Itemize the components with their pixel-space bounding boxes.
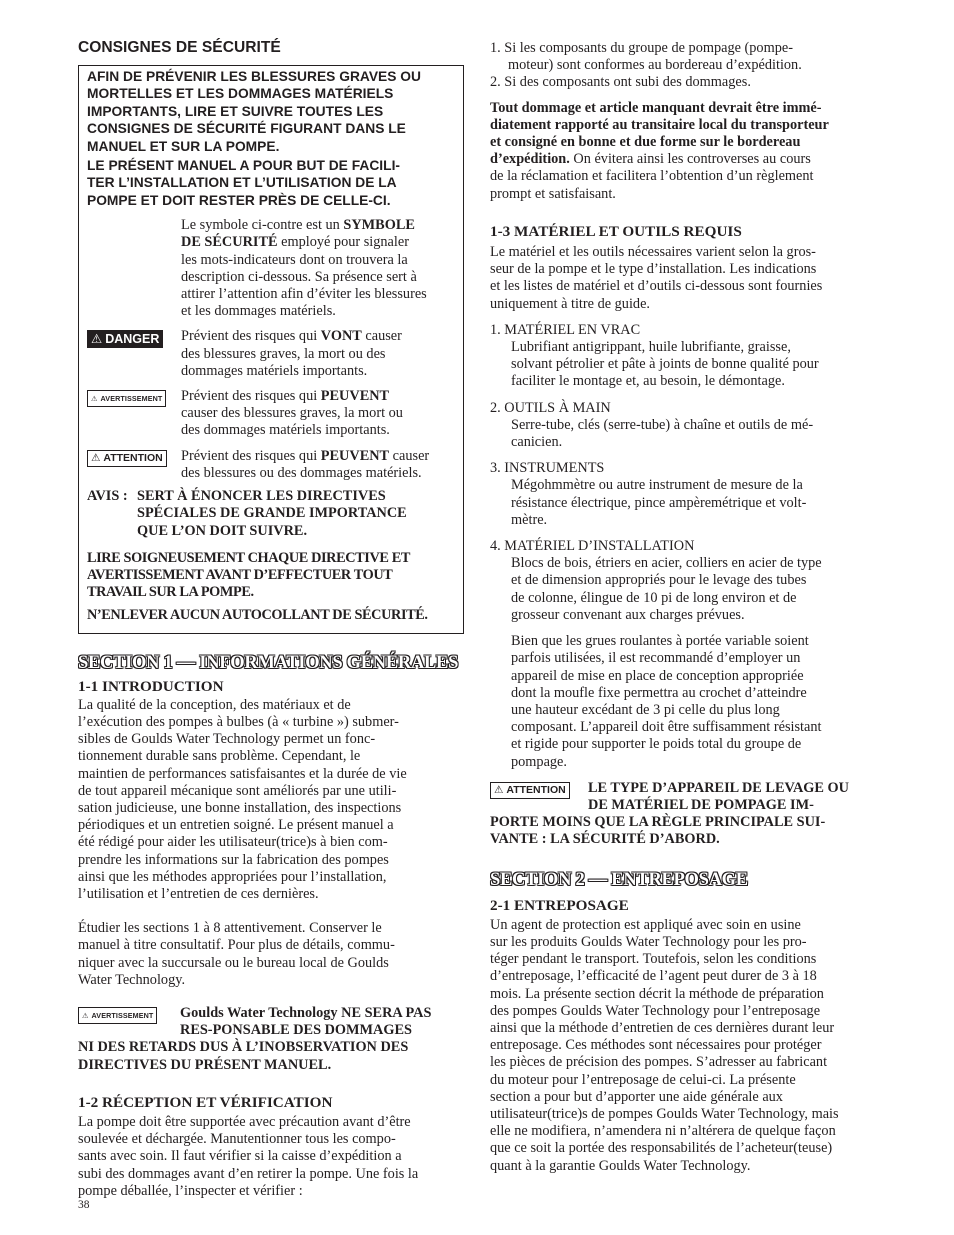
safety-warning-2: LE PRÉSENT MANUEL A POUR BUT DE FACILI- TER L’INSTALLATION ET L’UTILISATION DE LA POMPE ET DOIT RESTER PRÈS DE CELLE-CI. [87,158,400,208]
introduction-heading: 1-1 INTRODUCTION [78,677,224,695]
avertissement-row: ⚠ AVERTISSEMENT Prévient des risques qui PEUVENT causer des blessures graves, la mort ou des dommages matériels importants. [87,388,455,440]
reception-heading: 1-2 RÉCEPTION ET VÉRIFICATION [78,1093,333,1111]
introduction-paragraph: La qualité de la conception, des matériaux et de l’exécution des pompes à bulbes (à « turbine ») submer- sibles de Goulds Water Technology permet un fonc- tionnement durable sans problème. Cependant, le maintien de performances satisfaisantes et la durée de vie de tout appareil mécanique sont améliorés par une utili- sation judicieuse, une bonne installation, des inspections périodiques et un entretien soigné. Le présent manuel a été rédigé pour aider les utilisateur(trice)s à bien com- prendre les informations sur la fabrication des pompes ainsi que les méthodes appropriées pour l’installation, l’utilisation et l’entretien de ces dernières. [78,696,407,902]
attention-badge: ⚠ ATTENTION [87,450,167,467]
danger-badge: ⚠ DANGER [87,330,163,348]
list-item: 3. INSTRUMENTS Mégohmmètre ou autre instrument de mesure de la résistance électrique, pince ampèremétrique et volt- mètre. [490,460,807,528]
warning-triangle-icon: ⚠ [91,331,103,346]
materiel-paragraph: Le matériel et les outils nécessaires varient selon la gros- seur de la pompe et le type d’installation. Les indications et les listes de matériel et d’outils ci-dessous sont fournies uniquement à titre de guide. [490,244,823,312]
safety-warning-1: AFIN DE PRÉVENIR LES BLESSURES GRAVES OU MORTELLES ET LES DOMMAGES MATÉRIELS IMPORTANTS, LIRE ET SUIVRE TOUTES LES CONSIGNES DE SÉCURITÉ FIGURANT DANS LE MANUEL ET SUR LA POMPE. [87,69,421,154]
avis-notice: AVIS : SERT À ÉNONCER LES DIRECTIVES SPÉCIALES DE GRANDE IMPORTANCE QUE L’ON DOIT SUIVRE. [87,488,407,539]
warning-triangle-icon: ⚠ [91,451,101,464]
attention-badge: ⚠ ATTENTION [490,782,570,799]
warning-triangle-icon: ⚠ [91,393,98,403]
materiel-list [490,322,878,624]
lifting-attention-warning: ⚠ ATTENTION LE TYPE D’APPAREIL DE LEVAGE OU DE MATÉRIEL DE POMPAGE IM- PORTE MOINS QUE LA RÈGLE PRINCIPALE SUI- VANTE : LA SÉCURITÉ D’ABORD. [490,779,849,848]
page-number: 38 [78,1199,90,1211]
goulds-liability-warning: ⚠ AVERTISSEMENT Goulds Water Technology NE SERA PAS RES-PONSABLE DES DOMMAGES NI DES RETARDS DUS À L’INOBSERVATION DES DIRECTIVES DU PRÉSENT MANUEL. [78,1004,432,1073]
section-2-title: SECTION 2 — ENTREPOSAGE [490,869,748,890]
danger-row: ⚠ DANGER Prévient des risques qui VONT causer des blessures graves, la mort ou des dommages matériels importants. [87,328,455,380]
list-item: 2. Si des composants ont subi des dommages. [490,74,751,91]
entreposage-heading: 2-1 ENTREPOSAGE [490,896,629,914]
safety-box [78,65,464,634]
warning-triangle-icon: ⚠ [494,783,504,796]
grues-paragraph: Bien que les grues roulantes à portée variable soient parfois utilisées, il est recommandé d’employer un appareil de mise en place de conception appropriée dont la moufle fixe permettra au crochet d’atteindre une hauteur excédant de 3 pi celle du plus long composant. L’appareil doit être suffisamment résistant et rigide pour supporter le poids total du groupe de pompage. [511,633,822,770]
avertissement-badge: ⚠ AVERTISSEMENT [87,390,166,407]
right-column [490,40,878,1175]
list-item: 1. MATÉRIEL EN VRAC Lubrifiant antigrippant, huile lubrifiante, graisse, solvant pétrolier et pâte à joints de bonne qualité pour faciliter le montage et, au besoin, le démontage. [490,321,819,390]
left-column [78,38,464,1200]
list-item: 4. MATÉRIEL D’INSTALLATION Blocs de bois, étriers en acier, colliers en acier de type et de dimension appropriés pour le levage des tubes de colonne, élingue de 10 pi de long environ et de grosseur convenant aux charges prévues. [490,538,822,623]
materiel-heading: 1-3 MATÉRIEL ET OUTILS REQUIS [490,222,742,240]
sticker-notice: N’ENLEVER AUCUN AUTOCOLLANT DE SÉCURITÉ. [87,607,428,624]
attention-row: ⚠ ATTENTION Prévient des risques qui PEUVENT causer des blessures ou des dommages matériels. [87,448,455,482]
reception-paragraph: La pompe doit être supportée avec précaution avant d’être soulevée et déchargée. Manutentionner tous les compo- sants avec soin. Il faut vérifier si la caisse d’expédition a subi des dommages avant d’en retirer la pompe. Une fois la pompe déballée, l’inspecter et vérifier : [78,1113,419,1199]
section-1-title: SECTION 1 — INFORMATIONS GÉNÉRALES [78,652,459,673]
warning-triangle-icon: ⚠ [82,1010,89,1020]
damage-paragraph: Tout dommage et article manquant devrait être immé- diatement rapporté au transitaire local du transporteur et consigné en bonne et due forme sur le bordereau d’expédition. On évitera ainsi les controverses au cours de la réclamation et facilitera l’obtention d’un règlement prompt et satisfaisant. [490,99,829,202]
list-item: 1. Si les composants du groupe de pompage (pompe- moteur) sont conformes au bordereau d’expédition. [490,40,802,74]
list-item: 2. OUTILS À MAIN Serre-tube, clés (serre-tube) à chaîne et outils de mé- canicien. [490,399,814,451]
check-list [490,40,878,92]
safety-symbol-text: Le symbole ci-contre est un SYMBOLE DE SÉCURITÉ employé pour signaler les mots-indicateurs dont on trouvera la description ci-dessous. Sa présence sert à attirer l’attention afin d’éviter les blessures et les dommages matériels. [181,217,427,320]
avertissement-badge: ⚠ AVERTISSEMENT [78,1007,157,1024]
read-instructions-notice: LIRE SOIGNEUSEMENT CHAQUE DIRECTIVE ET AVERTISSEMENT AVANT D’EFFECTUER TOUT TRAVAIL SUR LA POMPE. [87,549,410,601]
etudier-paragraph: Étudier les sections 1 à 8 attentivement. Conserver le manuel à titre consultatif. Pour plus de détails, commu- niquer avec la succursale ou le bureau local de Goulds Water Technology. [78,920,395,988]
entreposage-paragraph: Un agent de protection est appliqué avec soin en usine sur les produits Goulds Water Technology pour les pro- téger pendant le transport. Toutefois, selon les conditions d’entreposage, l’efficacité de l’agent peut durer de 3 à 18 mois. La présente section décrit la méthode de préparation des pompes Goulds Water Technology pour l’entreposage ainsi que la méthode d’entretien de ces dernières durant leur entreposage. Ces méthodes sont nécessaires pour protéger les pièces de précision des pompes. S’adresser au fabricant du moteur pour l’entreposage de celui-ci. La présente section a pour but d’apporter une aide générale aux utilisateur(trice)s de pompes Goulds Water Technology, mais elle ne modifiera, n’amendera ni n’altérera de quelque façon que ce soit la portée des responsabilités de l’acheteur(teuse) quant à la garantie Goulds Water Technology. [490,916,839,1174]
safety-symbol-row [87,217,455,320]
safety-heading: CONSIGNES DE SÉCURITÉ [78,39,281,56]
